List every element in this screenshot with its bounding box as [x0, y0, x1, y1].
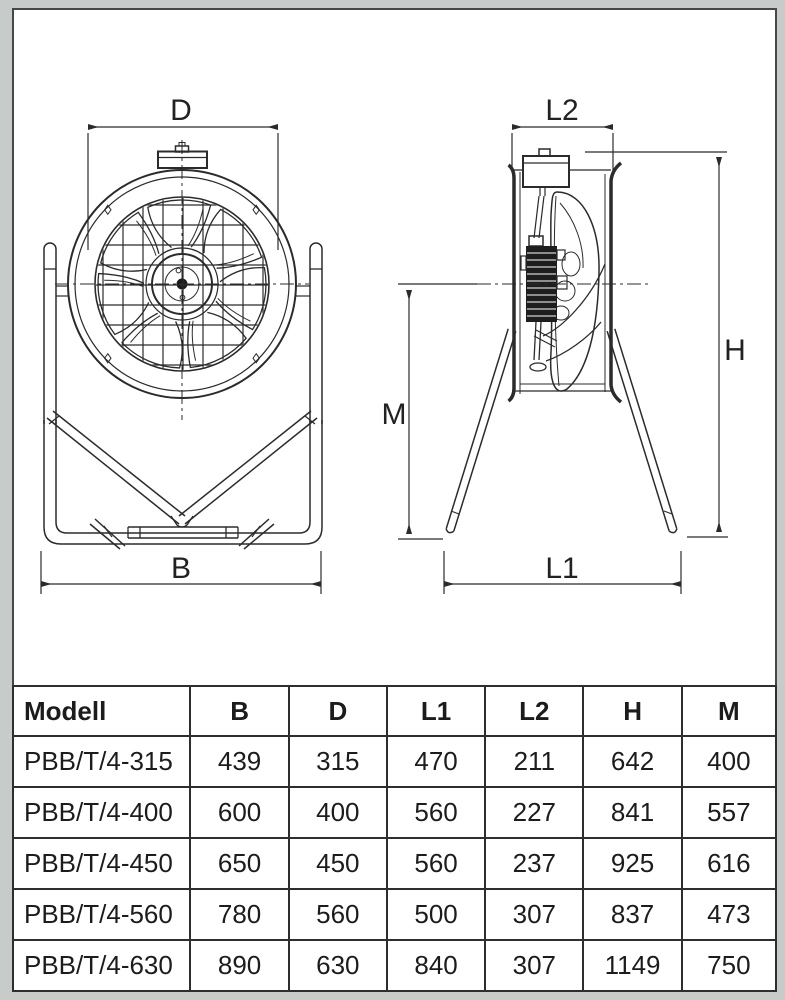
- cell: 560: [387, 838, 485, 889]
- table-row: [13, 736, 776, 787]
- cell: 470: [387, 736, 485, 787]
- stand-base-frame: [44, 411, 322, 549]
- cell: 315: [289, 736, 387, 787]
- cell: 227: [485, 787, 583, 838]
- cell: 237: [485, 838, 583, 889]
- cell: 841: [583, 787, 681, 838]
- cell: 400: [289, 787, 387, 838]
- cell: 400: [682, 736, 776, 787]
- cell: 650: [190, 838, 288, 889]
- dimension-l2: [512, 94, 613, 172]
- cell: 560: [387, 787, 485, 838]
- cell: 616: [682, 838, 776, 889]
- dim-label-d: D: [170, 94, 192, 127]
- col-header-modell: Modell: [13, 686, 190, 736]
- cell: 890: [190, 940, 288, 991]
- table-row: [13, 889, 776, 940]
- dim-label-h: H: [724, 334, 746, 367]
- col-header-h: H: [583, 686, 681, 736]
- dim-label-b: B: [170, 552, 192, 585]
- cell: 780: [190, 889, 288, 940]
- tripod-legs: [446, 329, 677, 533]
- model-name-cell: PBB/T/4-315: [13, 736, 190, 787]
- table-row: [13, 838, 776, 889]
- cell: 840: [387, 940, 485, 991]
- cell: 750: [682, 940, 776, 991]
- cell: 925: [583, 838, 681, 889]
- cell: 439: [190, 736, 288, 787]
- cell: 837: [583, 889, 681, 940]
- cell: 1149: [583, 940, 681, 991]
- table-row: [13, 940, 776, 991]
- dimension-h: [585, 152, 746, 537]
- dimension-l1: [444, 551, 681, 594]
- model-name-cell: PBB/T/4-450: [13, 838, 190, 889]
- col-header-d: D: [289, 686, 387, 736]
- dimensions-table: [12, 685, 777, 992]
- col-header-m: M: [682, 686, 776, 736]
- cell: 473: [682, 889, 776, 940]
- col-header-l1: L1: [387, 686, 485, 736]
- cell: 557: [682, 787, 776, 838]
- col-header-l2: L2: [485, 686, 583, 736]
- col-header-b: B: [190, 686, 288, 736]
- model-name-cell: PBB/T/4-630: [13, 940, 190, 991]
- cell: 500: [387, 889, 485, 940]
- cell: 560: [289, 889, 387, 940]
- dim-label-m: M: [381, 398, 407, 431]
- table-row: [13, 787, 776, 838]
- cell: 307: [485, 940, 583, 991]
- fan-side-view: [382, 94, 746, 594]
- model-name-cell: PBB/T/4-560: [13, 889, 190, 940]
- cell: 450: [289, 838, 387, 889]
- dim-label-l2: L2: [545, 94, 579, 127]
- fan-front-view: [41, 94, 322, 594]
- housing-shell-side: [509, 163, 622, 402]
- dim-label-l1: L1: [545, 552, 579, 585]
- table-header-row: [13, 686, 776, 736]
- cell: 642: [583, 736, 681, 787]
- cell: 630: [289, 940, 387, 991]
- cell: 211: [485, 736, 583, 787]
- cell: 307: [485, 889, 583, 940]
- model-name-cell: PBB/T/4-400: [13, 787, 190, 838]
- junction-box-side: [523, 149, 569, 196]
- cell: 600: [190, 787, 288, 838]
- dimension-b: [41, 551, 321, 594]
